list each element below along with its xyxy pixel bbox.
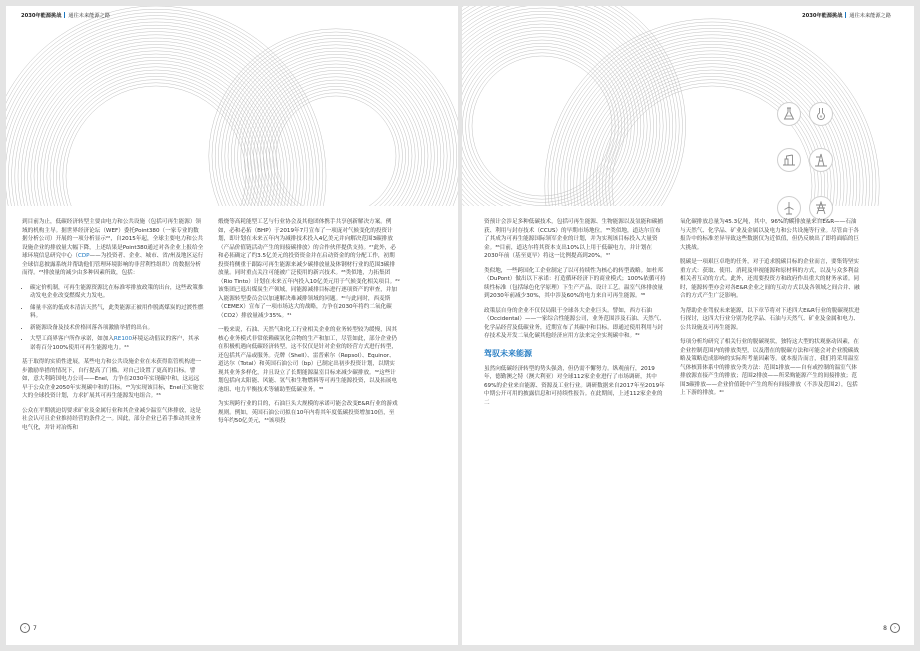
header-subtitle: 通往未来能源之路 <box>68 13 110 19</box>
arc-line <box>222 42 451 206</box>
paragraph: 为帮助企业驾驭未来能源，以下章节将对下述四大E&R行业的脱碳现状进行探讨，这四大行业分别为化学品、石油与天然气、矿业及金属和电力、公共设施及可再生能源。 <box>680 307 860 331</box>
cdp-link[interactable]: CDP <box>77 253 90 259</box>
paragraph: 虽然向低碳经济转型的势头强劲，但仍需不懈努力。纵观前行，2019年，德勤澳之特（澳大利亚）对全球112家企业进行了市场调研，其中69%的企业来自能源、资源及工业行业。调研数据来自2017年至2019年中期公开可用的披露信息和可持续性报告。在此期间，上述112家企业的二 <box>484 365 665 406</box>
arc-line <box>270 90 403 206</box>
right-column-2 <box>680 218 862 404</box>
re100-link[interactable]: RE100 <box>113 336 133 342</box>
arc-line <box>6 22 310 206</box>
arc-line <box>6 9 323 206</box>
arc-line <box>53 73 259 206</box>
left-column-2 <box>218 218 400 432</box>
decorative-arc-pattern <box>6 6 458 206</box>
paragraph: 一般来说，石油、天然气和化工行业相关企业的业务转型较为缓慢，因其核心业务模式非常依赖碳氢化合物的生产和加工，尽管如此，部分企业仍在积极机遇向低碳经济转型，这不仅仅是针对企业的经营方式进行转型，还包括其产品或服务。壳牌（Shell）、雷普索尔（Repsol）、Equinor、道达尔（Total）和英国石油公司（bp）已制定出初步投资计划，以期实现其业务多样化，并且设立了长期能源温室目标来减少碳排放。³²这些计划包括向太阳能、风能、氢气和生物燃料等可再生能源投资，以及拓展电池组、电力平衡技术等辅助型低碳业务。³³ <box>218 327 398 393</box>
left-page <box>6 6 458 645</box>
paragraph: 到目前为止，低碳经济转型主要由电力和公共设施（包括可再生能源）领域的机构主导。据世界经济论坛（WEF）委托Point380（一家专业的数据分析公司）开展的一项分析显示²²，自2015年起，全球主要电力和公共设施企业的排放量大幅下降，上述结果是Point380通过对各企业上报给全球环境信息研究中心（CDP——为投资者、企业、城市、省/州及地区运行全球信息披露系统并帮助他们管理环境影响的非营利性组织）的数据分析而得。²³排放量的减少由多种因素所致，包括： <box>22 219 204 276</box>
arc-line <box>225 45 447 206</box>
page-number-right: 8 › <box>883 623 900 633</box>
arc-line <box>241 61 431 206</box>
oil-pump-icon <box>777 148 801 172</box>
arc-line <box>6 25 307 206</box>
oil-rig-icon <box>809 148 833 172</box>
arc-line <box>462 24 644 206</box>
paragraph: 类似地，一些跨国化工企业制定了以可持续性为核心的转型战略。如杜邦（DuPont）做出以下承诺：打造循环经济下的商业模式；100%依循可持续性标准（包括绿色化学原理）下生产产品、设计工艺。温室气体排放量到2030年前减少30%，其中涉及60%的电力来自可再生能源。³⁸ <box>484 267 666 299</box>
section-heading: 驾驭未来能源 <box>484 348 532 358</box>
list-item: • 碳定价机制，可再生能源资源比在标准零排放政策的出台，这些政策推动发电企业改变燃煤火力发电。 <box>30 284 204 301</box>
arc-line <box>466 50 619 203</box>
lab-flask-icon <box>809 102 833 126</box>
arc-line <box>273 93 399 206</box>
arc-line <box>44 64 269 206</box>
paragraph: 政策层自身的企业不仅仅局限于全球各大企业巨头。譬如，西方石油（Occidental）——一家综合性能源公司，业务范围涉及石油、天然气、化学品经营及低碳业务，近期宣布了其碳中和目标。即通过使用利用与封存技术及开发二氧化碳其他经济应用方法来完全实现碳中和。³⁹ <box>484 307 665 339</box>
arc-line <box>244 64 428 206</box>
chemical-flask-icon <box>777 102 801 126</box>
arc-line <box>462 43 625 206</box>
arc-line <box>260 80 412 206</box>
arc-line <box>462 46 621 205</box>
wind-turbine-icon <box>777 196 801 220</box>
prev-arrow-icon[interactable]: ‹ <box>20 623 30 633</box>
arc-line <box>462 6 682 206</box>
arc-line <box>276 96 396 206</box>
list-item: • 大型工商界客户所作承诺，如加入RE100环境运动倡议的客户，其承诺将百分100%使用可再生能源电力。²⁴ <box>30 335 204 352</box>
paragraph: 为实现跨行业的目的，石油巨头大规模的承诺可能会改变E&R行业的游戏规则。例如，英国石油公司拟在10年内将其年度低碳投资增加10倍，至每年约50亿美元，³⁴该项投 <box>218 401 398 424</box>
paragraph: 每项分析均研究了相关行业的脱碳现状，独特这大型的状观驱动因素，在企业控制范围内的排放类型，以及潜在的脱碳方法和可能会对企业脱碳战略及策略造成影响的实际所考量因素等。就本报告而言，我们将采用温室气体核算体系中的排放分类方法：范围1排放——自有或控制的温室气体排放源直接产生的排放；范围2排放——所采购能源产生的间接排放；范围3碳排放——企业价值链中产生的所有间接排放（不涉及范围2），包括上下游的排放。⁴⁰ <box>680 339 860 396</box>
list-item: • 储量丰富的低成本清洁天然气，此类能源正被用作脱离煤炭的过渡性燃料。 <box>30 304 204 321</box>
header-title: 2030年能源挑战 <box>802 13 843 19</box>
list-item: • 新能源设备及技术价格回落各项激励举措的出台。 <box>30 324 204 333</box>
next-arrow-icon[interactable]: › <box>890 623 900 633</box>
power-tower-icon <box>809 196 833 220</box>
right-page-header <box>802 12 914 19</box>
left-page-header <box>21 12 110 19</box>
bullet-list <box>22 284 204 353</box>
paragraph: 资预计会涉足多种低碳技术，包括可再生能源、生物能源以及氢能和碳捕获、利用与封存技术（CCUS）的早期市场地位。³⁵类似地，道达尔宣布了其成为可再生能源国际领军企业的计划，并为实现该目标投入大量资金。³⁶目前，道达尔将其资本支出10%以上用于低碳电力，并计划在2030年前（基至更早）将这一比例提高到20%。³⁷ <box>484 219 664 259</box>
right-column-1 <box>484 218 666 413</box>
paragraph: 基于取得的实质性进展，某些电力和公共设施企业在未获得监管机构进一步激励举措的情况下，自行提高了门槛。对自己设置了更高的目标。譬如，意大利跨国电力公司——Enel，力争在2030年实现碳中和，这远远早于公众企业2050年实现碳中和的目标。²⁵为实现该目标，Enel正实施宏大的全球投资计划，力求扩展其可再生能源发电组合。²⁶ <box>22 359 204 399</box>
arc-line <box>231 51 441 206</box>
page-number-left: ‹ 7 <box>20 623 37 633</box>
header-title: 2030年能源挑战 <box>21 13 62 19</box>
left-column-1 <box>22 218 204 438</box>
paragraph: 氧化碳排放总量为45.3亿吨，其中，96%的碳排放量来自E&R——石油与天然气、化学品、矿业及金属以及电力和公共设施等行业。尽管由于各报告中的标准差异导致这些数据仅为近似值，但仍反映出了即将面临的巨大挑战。 <box>680 219 860 251</box>
header-subtitle: 通往未来能源之路 <box>849 13 891 19</box>
paragraph: 公众在平期就迫切要求矿业及金属行业和其企业减少温室气体排放，这是社会认可且企业推持经营的条件之一。因此，部分企业已着手推动其业务电气化，并针对冶炼和 <box>22 407 202 431</box>
right-page <box>462 6 914 645</box>
arc-line <box>21 41 291 206</box>
arc-line <box>18 38 294 206</box>
paragraph: 煅烧等高耗能型工艺与行业协会及其他团体携手共享创新解决方案。例如，必和必拓（BHP）于2019年7月宣布了一项庞对气候变化的投资计划，即计划在未来五年内为减排技术投入4亿美元并向解决范围3碳排放（产品价值链活动产生的间接碳排放）的合作伙伴提供支持。²⁷此外，必和必拓确定了约3.5亿美元的投资资金并在启动资金的的分配工作，初期投资将侧重于跟踪可再生能源来减少碳排放量及体钢材行业的范围3碳排放量。同时重点关注可能被广泛使用的新兴技术。²⁸类似地，力拓集团（Rio Tinto）计划在未来五年内投入10亿美元用于气候变化相关项目。²⁹该集团已退出煤炭生产领域，同能源减排目标进行逐项资产的审查，并加入能源转型委员会以加速解决难减排领域的问题。³⁰与此同时，西麦斯（CEMEX）宣布了一项市场达大的战略，力争在2030年将约二氧化碳（CO2）排放量减少35%。³¹ <box>218 219 400 319</box>
paragraph: 脱碳是一项艰巨卓绝的任务，对于追求脱碳目标的企业而言，要集铸坚实重方式：获取、使用、消耗及审视能源和原材料的方式，以及与众多利益相关者互动的方式。此外，还需要投资方和政府作出重大的财务承诺。同时，能源转型亦会对各E&R企业之间的互动方式以及各领域之间合并、融合的方式产生广泛影响。 <box>680 259 860 299</box>
arc-line <box>50 70 262 206</box>
